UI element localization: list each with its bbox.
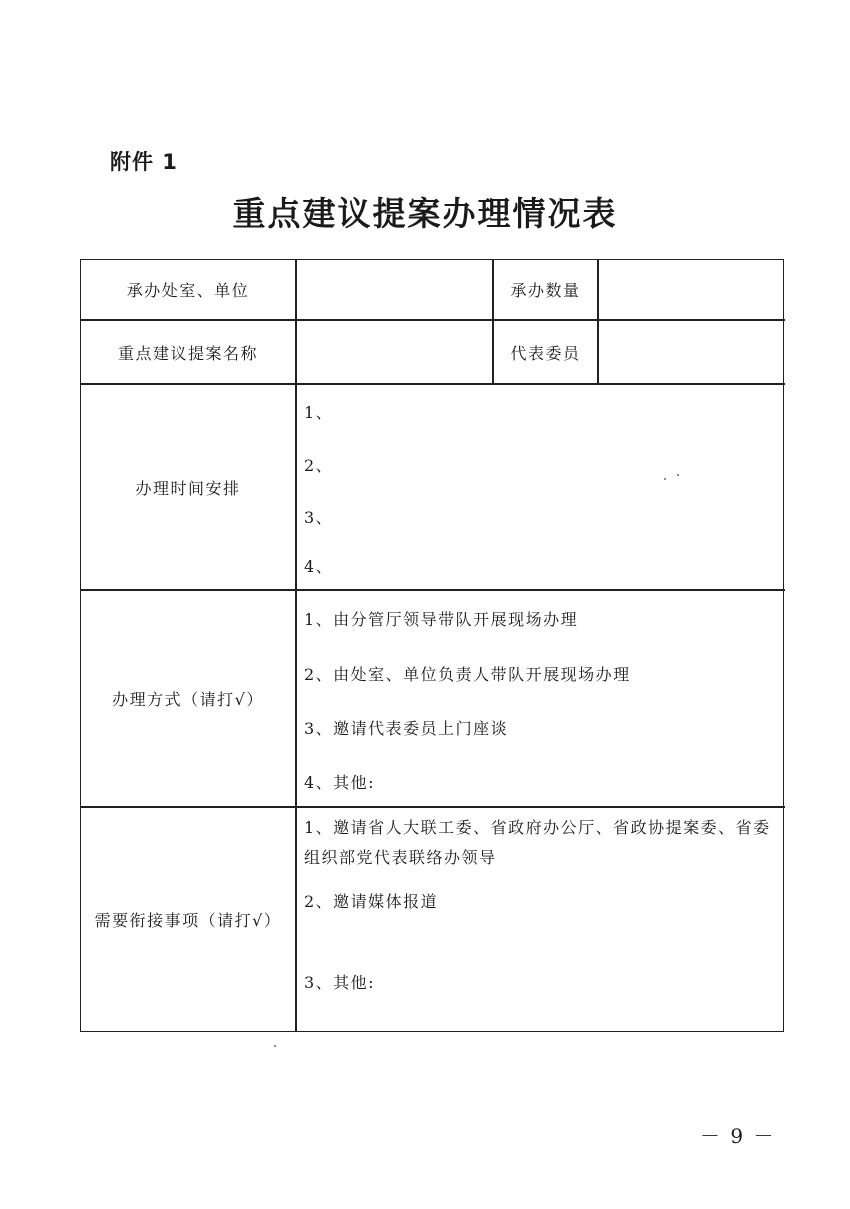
representative-value[interactable] [599,321,783,383]
coordination-option[interactable]: 3、其他: [304,973,376,992]
undertaking-count-value[interactable] [599,260,783,319]
schedule-item: 3、 [304,508,334,527]
coordination-option[interactable]: 2、邀请媒体报道 [304,892,439,911]
undertaking-unit-value[interactable] [297,260,492,319]
schedule-item: 4、 [304,557,334,576]
attachment-label: 附件 1 [110,150,178,174]
proposal-name-label: 重点建议提案名称 [117,343,258,363]
undertaking-unit-label: 承办处室、单位 [126,281,250,300]
proposal-status-table [80,259,784,1032]
proposal-name-value[interactable] [297,321,492,383]
method-option[interactable]: 2、由处室、单位负责人带队开展现场办理 [304,665,631,684]
coordination-option[interactable]: 1、邀请省人大联工委、省政府办公厅、省政协提案委、省委组织部党代表联络办领导 [304,818,771,867]
schedule-item: 2、 [304,456,334,475]
method-label: 办理方式（请打√） [112,690,264,709]
method-option[interactable]: 4、其他: [304,773,376,792]
page-number: － 9 － [700,1124,776,1148]
representative-label: 代表委员 [510,343,581,363]
schedule-label: 办理时间安排 [135,478,241,498]
scan-speck [677,474,679,476]
scan-speck [274,1045,276,1047]
scan-speck [664,478,666,480]
undertaking-count-label: 承办数量 [510,281,581,300]
method-option[interactable]: 1、由分管厅领导带队开展现场办理 [304,610,579,629]
schedule-item: 1、 [304,403,334,422]
coordination-label: 需要衔接事项（请打√） [94,911,282,930]
document-title: 重点建议提案办理情况表 [232,194,618,233]
method-option[interactable]: 3、邀请代表委员上门座谈 [304,719,509,738]
